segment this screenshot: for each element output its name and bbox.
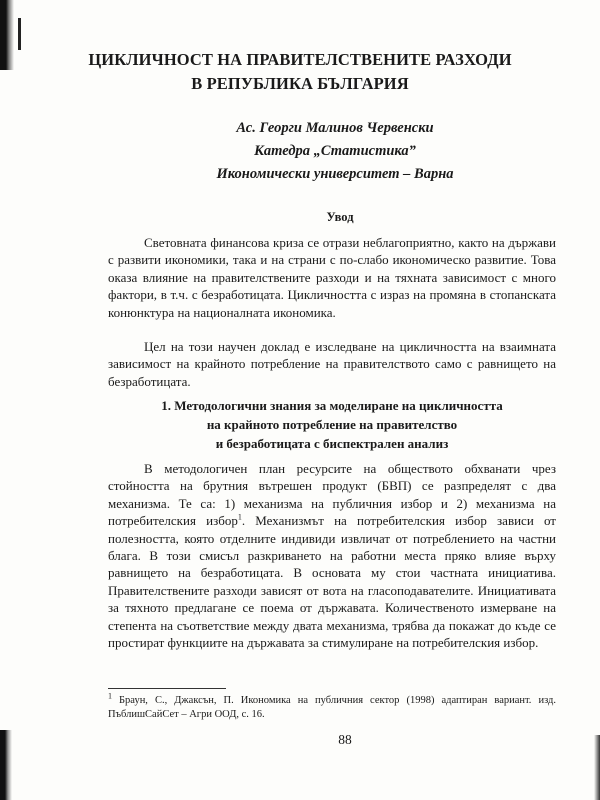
scan-edge-mark [18, 18, 21, 50]
title-line-2: В РЕПУБЛИКА БЪЛГАРИЯ [191, 74, 409, 93]
intro-paragraph-1-text: Световната финансова криза се отрази неблагоприятно, както на държави с развити икономики, така и на страни с по-слабо икономическо развитие. Това оказа влияние на правителствените разходи и на тяхната зависимост с много фактори, в т.ч. с безработицата. Цикличността с израз на промяна в стопанската конюнктура на националната икономика. [108, 235, 556, 320]
section-1-heading-line-3: и безработицата с биспектрален анализ [215, 436, 449, 451]
paper-title [60, 48, 540, 96]
section-1-paragraph-part-1: В методологичен план ресурсите на обществото обхванати чрез стойността на брутния вътрешен продукт (БВП) се разпределят с два механизма. Те са: 1) механизма на публичния избор и 2) механизма на потребителския избор [108, 461, 556, 529]
author-block [150, 117, 520, 186]
scan-edge-shadow-right [594, 735, 600, 800]
section-1-heading-line-2: на крайното потребление на правителство [206, 417, 458, 432]
footnote-separator [108, 688, 226, 689]
footnote-reference: 1 [237, 512, 242, 522]
scan-edge-shadow-top [0, 0, 14, 70]
section-1-paragraph [108, 460, 556, 651]
title-line-1: ЦИКЛИЧНОСТ НА ПРАВИТЕЛСТВЕНИТЕ РАЗХОДИ [88, 50, 512, 69]
scan-edge-shadow-bottom [0, 730, 12, 800]
footnote [108, 691, 556, 722]
author-name: Ас. Георги Малинов Червенски [236, 120, 434, 136]
footnote-text: Браун, С., Джаксън, П. Икономика на публичния сектор (1998) адаптиран вариант. изд. ПъблишСайСет – Агри ООД, с. 16. [108, 695, 556, 720]
footnote-marker: 1 [108, 691, 112, 701]
section-1-paragraph-part-2: . Механизмът на потребителския избор зависи от полезността, която отделните индивиди извличат от потреблението на частни блага. В този смисъл разкриването на работни места пряко влияе върху равнището на безработицата. В основата му стои частната инициатива. Правителствените разходи зависят от вота на гласоподавателите. Инициативата за тяхното предлагане се поема от държавата. Количественото измерване на степента на съответствие между двата механизма, трябва да покажат до къде се простират функциите на държавата за стимулиране на потребителския избор. [108, 513, 556, 651]
author-department: Катедра „Статистика” [254, 143, 416, 159]
intro-heading: Увод [326, 210, 354, 224]
section-1-paragraph-text [108, 460, 556, 651]
intro-paragraph-2 [108, 338, 556, 390]
intro-paragraph-1 [108, 234, 556, 321]
author-university: Икономически университет – Варна [216, 166, 454, 182]
section-1-heading [108, 396, 556, 453]
page-number: 88 [338, 732, 352, 747]
section-1-heading-line-1: 1. Методологични знания за моделиране на цикличността [161, 398, 503, 413]
intro-paragraph-2-text: Цел на този научен доклад е изследване на цикличността на взаимната зависимост на крайното потребление на правителството само с равнището на безработицата. [108, 339, 556, 389]
